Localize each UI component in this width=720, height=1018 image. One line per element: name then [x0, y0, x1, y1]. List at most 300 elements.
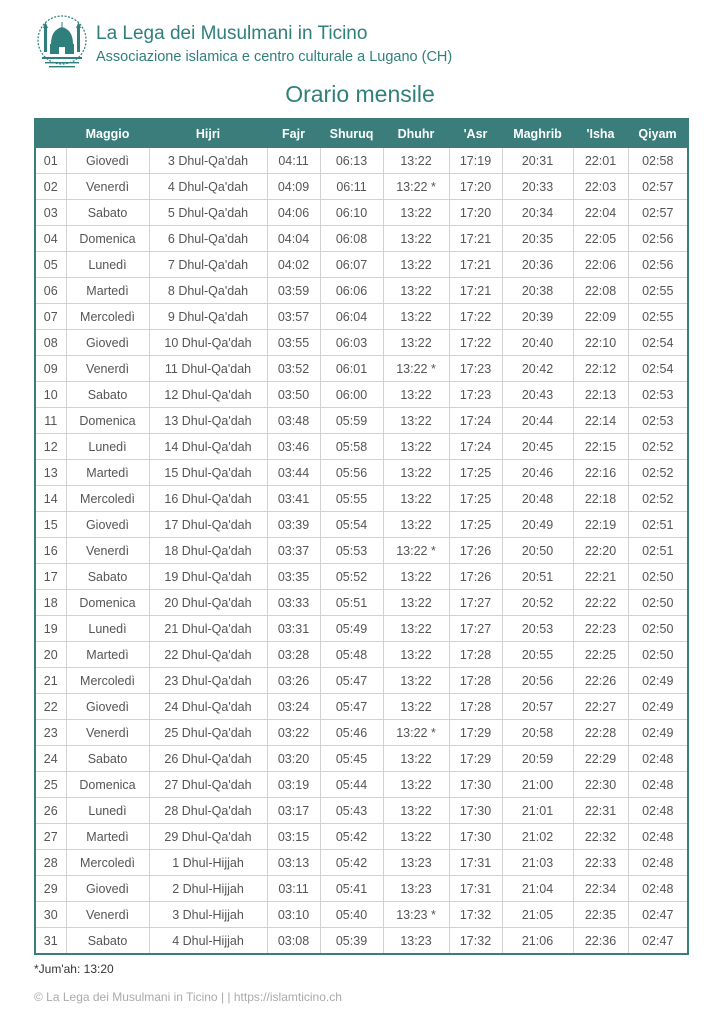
column-header-day — [35, 119, 66, 148]
fajr-cell: 03:59 — [267, 278, 320, 304]
table-row — [35, 902, 688, 928]
dhuhr-cell: 13:22 * — [383, 356, 449, 382]
hijri-cell: 6 Dhul-Qa'dah — [149, 226, 267, 252]
day-cell: 22 — [35, 694, 66, 720]
hijri-cell: 9 Dhul-Qa'dah — [149, 304, 267, 330]
shuruq-cell: 05:45 — [320, 746, 383, 772]
dhuhr-cell: 13:22 — [383, 486, 449, 512]
isha-cell: 22:31 — [573, 798, 628, 824]
maghrib-cell: 21:05 — [502, 902, 573, 928]
asr-cell: 17:29 — [449, 720, 502, 746]
weekday-cell: Domenica — [66, 590, 149, 616]
dhuhr-cell: 13:22 — [383, 226, 449, 252]
hijri-cell: 11 Dhul-Qa'dah — [149, 356, 267, 382]
dhuhr-cell: 13:22 — [383, 772, 449, 798]
hijri-cell: 10 Dhul-Qa'dah — [149, 330, 267, 356]
qiyam-cell: 02:48 — [628, 772, 688, 798]
shuruq-cell: 05:59 — [320, 408, 383, 434]
table-row — [35, 798, 688, 824]
qiyam-cell: 02:57 — [628, 200, 688, 226]
qiyam-cell: 02:48 — [628, 746, 688, 772]
weekday-cell: Sabato — [66, 564, 149, 590]
asr-cell: 17:31 — [449, 850, 502, 876]
day-cell: 29 — [35, 876, 66, 902]
qiyam-cell: 02:48 — [628, 850, 688, 876]
dhuhr-cell: 13:22 * — [383, 720, 449, 746]
asr-cell: 17:28 — [449, 668, 502, 694]
dhuhr-cell: 13:23 — [383, 850, 449, 876]
maghrib-cell: 20:44 — [502, 408, 573, 434]
org-title: La Lega dei Musulmani in Ticino — [96, 23, 368, 44]
fajr-cell: 03:52 — [267, 356, 320, 382]
dhuhr-cell: 13:23 — [383, 928, 449, 955]
day-cell: 02 — [35, 174, 66, 200]
jumah-note: *Jum'ah: 13:20 — [34, 962, 114, 976]
qiyam-cell: 02:53 — [628, 408, 688, 434]
weekday-cell: Martedì — [66, 460, 149, 486]
maghrib-cell: 20:31 — [502, 148, 573, 174]
shuruq-cell: 05:53 — [320, 538, 383, 564]
column-header-shuruq: Shuruq — [320, 119, 383, 148]
isha-cell: 22:14 — [573, 408, 628, 434]
shuruq-cell: 05:41 — [320, 876, 383, 902]
weekday-cell: Sabato — [66, 746, 149, 772]
maghrib-cell: 20:56 — [502, 668, 573, 694]
fajr-cell: 03:44 — [267, 460, 320, 486]
weekday-cell: Martedì — [66, 824, 149, 850]
fajr-cell: 03:41 — [267, 486, 320, 512]
weekday-cell: Martedì — [66, 278, 149, 304]
qiyam-cell: 02:49 — [628, 694, 688, 720]
fajr-cell: 03:08 — [267, 928, 320, 955]
isha-cell: 22:08 — [573, 278, 628, 304]
day-cell: 07 — [35, 304, 66, 330]
fajr-cell: 03:33 — [267, 590, 320, 616]
shuruq-cell: 05:48 — [320, 642, 383, 668]
qiyam-cell: 02:55 — [628, 278, 688, 304]
dhuhr-cell: 13:22 — [383, 382, 449, 408]
weekday-cell: Giovedì — [66, 512, 149, 538]
fajr-cell: 04:11 — [267, 148, 320, 174]
maghrib-cell: 20:45 — [502, 434, 573, 460]
qiyam-cell: 02:50 — [628, 642, 688, 668]
table-row — [35, 720, 688, 746]
hijri-cell: 12 Dhul-Qa'dah — [149, 382, 267, 408]
asr-cell: 17:25 — [449, 512, 502, 538]
shuruq-cell: 05:49 — [320, 616, 383, 642]
fajr-cell: 04:02 — [267, 252, 320, 278]
asr-cell: 17:27 — [449, 616, 502, 642]
shuruq-cell: 06:07 — [320, 252, 383, 278]
qiyam-cell: 02:49 — [628, 668, 688, 694]
table-row — [35, 200, 688, 226]
shuruq-cell: 06:00 — [320, 382, 383, 408]
isha-cell: 22:16 — [573, 460, 628, 486]
maghrib-cell: 20:51 — [502, 564, 573, 590]
hijri-cell: 4 Dhul-Qa'dah — [149, 174, 267, 200]
hijri-cell: 13 Dhul-Qa'dah — [149, 408, 267, 434]
dhuhr-cell: 13:22 — [383, 330, 449, 356]
isha-cell: 22:13 — [573, 382, 628, 408]
day-cell: 06 — [35, 278, 66, 304]
asr-cell: 17:32 — [449, 928, 502, 955]
shuruq-cell: 06:11 — [320, 174, 383, 200]
table-row — [35, 408, 688, 434]
day-cell: 17 — [35, 564, 66, 590]
dhuhr-cell: 13:22 * — [383, 174, 449, 200]
column-header-asr: 'Asr — [449, 119, 502, 148]
qiyam-cell: 02:47 — [628, 902, 688, 928]
shuruq-cell: 05:58 — [320, 434, 383, 460]
maghrib-cell: 21:04 — [502, 876, 573, 902]
asr-cell: 17:28 — [449, 694, 502, 720]
table-row — [35, 486, 688, 512]
hijri-cell: 28 Dhul-Qa'dah — [149, 798, 267, 824]
hijri-cell: 26 Dhul-Qa'dah — [149, 746, 267, 772]
qiyam-cell: 02:50 — [628, 590, 688, 616]
prayer-times-table — [34, 118, 689, 955]
shuruq-cell: 05:46 — [320, 720, 383, 746]
table-body — [35, 148, 688, 954]
dhuhr-cell: 13:22 * — [383, 538, 449, 564]
isha-cell: 22:04 — [573, 200, 628, 226]
fajr-cell: 03:46 — [267, 434, 320, 460]
hijri-cell: 5 Dhul-Qa'dah — [149, 200, 267, 226]
hijri-cell: 15 Dhul-Qa'dah — [149, 460, 267, 486]
isha-cell: 22:34 — [573, 876, 628, 902]
maghrib-cell: 20:36 — [502, 252, 573, 278]
fajr-cell: 03:35 — [267, 564, 320, 590]
column-header-dhuhr: Dhuhr — [383, 119, 449, 148]
shuruq-cell: 05:55 — [320, 486, 383, 512]
table-row — [35, 824, 688, 850]
page-title: Orario mensile — [285, 81, 435, 107]
weekday-cell: Sabato — [66, 382, 149, 408]
weekday-cell: Lunedì — [66, 798, 149, 824]
column-header-hijri: Hijri — [149, 119, 267, 148]
maghrib-cell: 21:02 — [502, 824, 573, 850]
table-row — [35, 174, 688, 200]
shuruq-cell: 05:56 — [320, 460, 383, 486]
asr-cell: 17:31 — [449, 876, 502, 902]
dhuhr-cell: 13:22 — [383, 304, 449, 330]
table-row — [35, 772, 688, 798]
isha-cell: 22:33 — [573, 850, 628, 876]
isha-cell: 22:28 — [573, 720, 628, 746]
asr-cell: 17:21 — [449, 278, 502, 304]
table-row — [35, 382, 688, 408]
day-cell: 23 — [35, 720, 66, 746]
day-cell: 28 — [35, 850, 66, 876]
qiyam-cell: 02:51 — [628, 512, 688, 538]
weekday-cell: Venerdì — [66, 538, 149, 564]
dhuhr-cell: 13:22 — [383, 252, 449, 278]
weekday-cell: Lunedì — [66, 252, 149, 278]
weekday-cell: Domenica — [66, 408, 149, 434]
day-cell: 03 — [35, 200, 66, 226]
maghrib-cell: 20:49 — [502, 512, 573, 538]
maghrib-cell: 20:35 — [502, 226, 573, 252]
table-row — [35, 564, 688, 590]
dhuhr-cell: 13:22 — [383, 590, 449, 616]
day-cell: 27 — [35, 824, 66, 850]
hijri-cell: 19 Dhul-Qa'dah — [149, 564, 267, 590]
fajr-cell: 04:09 — [267, 174, 320, 200]
asr-cell: 17:26 — [449, 538, 502, 564]
maghrib-cell: 20:46 — [502, 460, 573, 486]
weekday-cell: Giovedì — [66, 330, 149, 356]
hijri-cell: 20 Dhul-Qa'dah — [149, 590, 267, 616]
fajr-cell: 03:37 — [267, 538, 320, 564]
day-cell: 19 — [35, 616, 66, 642]
hijri-cell: 8 Dhul-Qa'dah — [149, 278, 267, 304]
qiyam-cell: 02:52 — [628, 460, 688, 486]
asr-cell: 17:29 — [449, 746, 502, 772]
shuruq-cell: 06:03 — [320, 330, 383, 356]
hijri-cell: 18 Dhul-Qa'dah — [149, 538, 267, 564]
qiyam-cell: 02:53 — [628, 382, 688, 408]
dhuhr-cell: 13:22 — [383, 746, 449, 772]
isha-cell: 22:32 — [573, 824, 628, 850]
hijri-cell: 27 Dhul-Qa'dah — [149, 772, 267, 798]
table-row — [35, 148, 688, 174]
fajr-cell: 03:17 — [267, 798, 320, 824]
day-cell: 18 — [35, 590, 66, 616]
shuruq-cell: 05:44 — [320, 772, 383, 798]
hijri-cell: 4 Dhul-Hijjah — [149, 928, 267, 955]
qiyam-cell: 02:47 — [642, 933, 674, 948]
weekday-cell: Mercoledì — [66, 668, 149, 694]
asr-cell: 17:32 — [449, 902, 502, 928]
table-row — [35, 512, 688, 538]
footer-text: © La Lega dei Musulmani in Ticino | | https://islamticino.ch — [34, 990, 342, 1004]
maghrib-cell: 20:34 — [502, 200, 573, 226]
day-cell: 24 — [35, 746, 66, 772]
asr-cell: 17:19 — [449, 148, 502, 174]
fajr-cell: 03:10 — [267, 902, 320, 928]
maghrib-cell: 20:59 — [502, 746, 573, 772]
hijri-cell: 2 Dhul-Hijjah — [149, 876, 267, 902]
column-header-fajr: Fajr — [267, 119, 320, 148]
weekday-cell: Martedì — [66, 642, 149, 668]
asr-cell: 17:25 — [449, 486, 502, 512]
day-cell: 14 — [35, 486, 66, 512]
hijri-cell: 1 Dhul-Hijjah — [149, 850, 267, 876]
isha-cell: 22:03 — [573, 174, 628, 200]
asr-cell: 17:30 — [449, 772, 502, 798]
qiyam-cell: 02:56 — [628, 226, 688, 252]
table-row — [35, 252, 688, 278]
shuruq-cell: 05:47 — [320, 668, 383, 694]
fajr-cell: 03:48 — [267, 408, 320, 434]
day-cell: 01 — [35, 148, 66, 174]
hijri-cell: 24 Dhul-Qa'dah — [149, 694, 267, 720]
isha-cell: 22:25 — [573, 642, 628, 668]
shuruq-cell: 06:13 — [320, 148, 383, 174]
qiyam-cell: 02:49 — [628, 720, 688, 746]
table-row — [35, 304, 688, 330]
fajr-cell: 03:19 — [267, 772, 320, 798]
dhuhr-cell: 13:22 — [383, 278, 449, 304]
weekday-cell: Giovedì — [66, 694, 149, 720]
weekday-cell: Venerdì — [66, 174, 149, 200]
table-row — [35, 460, 688, 486]
asr-cell: 17:28 — [449, 642, 502, 668]
hijri-cell: 25 Dhul-Qa'dah — [149, 720, 267, 746]
qiyam-cell: 02:50 — [628, 564, 688, 590]
dhuhr-cell: 13:22 — [383, 434, 449, 460]
table-row — [35, 434, 688, 460]
maghrib-cell: 20:40 — [502, 330, 573, 356]
shuruq-cell: 06:08 — [320, 226, 383, 252]
dhuhr-cell: 13:22 — [383, 824, 449, 850]
fajr-cell: 04:06 — [267, 200, 320, 226]
table-row — [35, 356, 688, 382]
maghrib-cell: 20:55 — [502, 642, 573, 668]
isha-cell: 22:09 — [573, 304, 628, 330]
asr-cell: 17:22 — [449, 330, 502, 356]
hijri-cell: 3 Dhul-Qa'dah — [149, 148, 267, 174]
day-cell: 04 — [35, 226, 66, 252]
qiyam-cell: 02:50 — [628, 616, 688, 642]
table-row — [35, 616, 688, 642]
dhuhr-cell: 13:22 — [383, 668, 449, 694]
qiyam-cell: 02:58 — [628, 148, 688, 174]
fajr-cell: 03:57 — [267, 304, 320, 330]
asr-cell: 17:21 — [449, 252, 502, 278]
shuruq-cell: 05:52 — [320, 564, 383, 590]
isha-cell: 22:12 — [573, 356, 628, 382]
column-header-qiyam: Qiyam — [628, 119, 688, 148]
maghrib-cell: 20:33 — [502, 174, 573, 200]
table-row — [35, 226, 688, 252]
shuruq-cell: 05:39 — [320, 928, 383, 955]
qiyam-cell: 02:55 — [628, 304, 688, 330]
weekday-cell: Sabato — [66, 928, 149, 955]
weekday-cell: Venerdì — [66, 356, 149, 382]
weekday-cell: Mercoledì — [66, 486, 149, 512]
asr-cell: 17:23 — [449, 356, 502, 382]
day-cell: 10 — [35, 382, 66, 408]
dhuhr-cell: 13:22 — [383, 564, 449, 590]
fajr-cell: 03:50 — [267, 382, 320, 408]
table-row — [35, 876, 688, 902]
hijri-cell: 22 Dhul-Qa'dah — [149, 642, 267, 668]
maghrib-cell: 21:06 — [502, 928, 573, 955]
shuruq-cell: 06:10 — [320, 200, 383, 226]
day-cell: 13 — [35, 460, 66, 486]
maghrib-cell: 20:48 — [502, 486, 573, 512]
fajr-cell: 03:31 — [267, 616, 320, 642]
table-row — [35, 590, 688, 616]
dhuhr-cell: 13:22 — [383, 616, 449, 642]
hijri-cell: 7 Dhul-Qa'dah — [149, 252, 267, 278]
fajr-cell: 03:24 — [267, 694, 320, 720]
hijri-cell: 21 Dhul-Qa'dah — [149, 616, 267, 642]
table-header-row — [35, 119, 688, 148]
fajr-cell: 03:39 — [267, 512, 320, 538]
isha-cell: 22:36 — [573, 928, 628, 955]
weekday-cell: Lunedì — [66, 616, 149, 642]
maghrib-cell: 20:57 — [502, 694, 573, 720]
qiyam-cell: 02:56 — [628, 252, 688, 278]
hijri-cell: 23 Dhul-Qa'dah — [149, 668, 267, 694]
isha-cell: 22:23 — [573, 616, 628, 642]
shuruq-cell: 05:54 — [320, 512, 383, 538]
maghrib-cell: 20:38 — [502, 278, 573, 304]
dhuhr-cell: 13:22 — [383, 200, 449, 226]
fajr-cell: 03:11 — [267, 876, 320, 902]
table-row — [35, 694, 688, 720]
qiyam-cell: 02:54 — [628, 330, 688, 356]
day-cell: 25 — [35, 772, 66, 798]
shuruq-cell: 05:47 — [320, 694, 383, 720]
qiyam-cell: 02:48 — [628, 824, 688, 850]
isha-cell: 22:21 — [573, 564, 628, 590]
fajr-cell: 04:04 — [267, 226, 320, 252]
day-cell: 12 — [35, 434, 66, 460]
shuruq-cell: 05:42 — [320, 850, 383, 876]
hijri-cell: 29 Dhul-Qa'dah — [149, 824, 267, 850]
shuruq-cell: 06:01 — [320, 356, 383, 382]
table-row — [35, 746, 688, 772]
weekday-cell: Sabato — [66, 200, 149, 226]
fajr-cell: 03:28 — [267, 642, 320, 668]
weekday-cell: Lunedì — [66, 434, 149, 460]
qiyam-cell: 02:51 — [628, 538, 688, 564]
weekday-cell: Giovedì — [66, 148, 149, 174]
asr-cell: 17:30 — [449, 798, 502, 824]
isha-cell: 22:10 — [573, 330, 628, 356]
maghrib-cell: 21:01 — [502, 798, 573, 824]
shuruq-cell: 05:42 — [320, 824, 383, 850]
day-cell: 26 — [35, 798, 66, 824]
isha-cell: 22:19 — [573, 512, 628, 538]
column-header-isha: 'Isha — [573, 119, 628, 148]
hijri-cell: 14 Dhul-Qa'dah — [149, 434, 267, 460]
hijri-cell: 17 Dhul-Qa'dah — [149, 512, 267, 538]
maghrib-cell: 20:58 — [502, 720, 573, 746]
dhuhr-cell: 13:23 * — [383, 902, 449, 928]
asr-cell: 17:25 — [449, 460, 502, 486]
dhuhr-cell: 13:22 — [383, 694, 449, 720]
isha-cell: 22:20 — [573, 538, 628, 564]
day-cell: 21 — [35, 668, 66, 694]
asr-cell: 17:23 — [449, 382, 502, 408]
fajr-cell: 03:55 — [267, 330, 320, 356]
isha-cell: 22:35 — [573, 902, 628, 928]
asr-cell: 17:22 — [449, 304, 502, 330]
weekday-cell: Venerdì — [66, 720, 149, 746]
asr-cell: 17:27 — [449, 590, 502, 616]
asr-cell: 17:20 — [449, 200, 502, 226]
dhuhr-cell: 13:22 — [383, 408, 449, 434]
fajr-cell: 03:13 — [267, 850, 320, 876]
asr-cell: 17:24 — [449, 434, 502, 460]
day-cell: 08 — [35, 330, 66, 356]
dhuhr-cell: 13:22 — [383, 642, 449, 668]
table-row — [35, 642, 688, 668]
maghrib-cell: 20:43 — [502, 382, 573, 408]
day-cell: 31 — [35, 928, 66, 955]
maghrib-cell: 20:42 — [502, 356, 573, 382]
table-row — [35, 668, 688, 694]
day-cell: 30 — [35, 902, 66, 928]
isha-cell: 22:26 — [573, 668, 628, 694]
qiyam-cell: 02:52 — [628, 486, 688, 512]
weekday-cell: Giovedì — [66, 876, 149, 902]
day-cell: 05 — [35, 252, 66, 278]
